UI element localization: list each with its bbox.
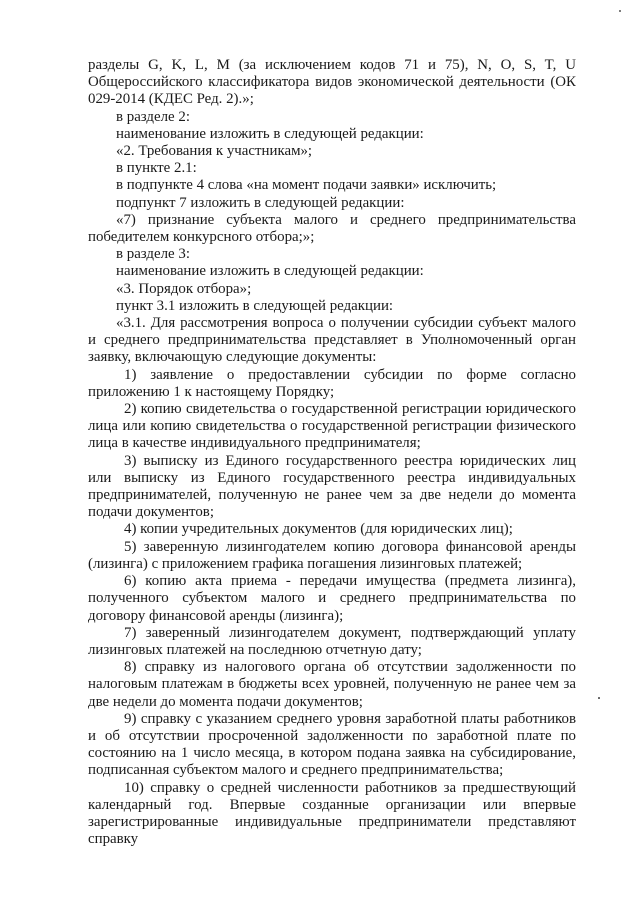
list-item-6: 6) копию акта приема - передачи имущества (предмета лизинга), полученного субъектом малого и среднего предпринимательства по договору финансовой аренды (лизинга); bbox=[88, 573, 576, 624]
document-page bbox=[88, 57, 576, 848]
paragraph-section-3: в разделе 3: bbox=[116, 246, 190, 263]
paragraph-clause-3-1-edit: пункт 3.1 изложить в следующей редакции: bbox=[116, 297, 394, 314]
list-item-5: 5) заверенную лизингодателем копию договора финансовой аренды (лизинга) с приложением графика погашения лизинговых платежей; bbox=[88, 538, 576, 572]
scan-speck bbox=[598, 697, 600, 699]
paragraph-subclause-7-text: «7) признание субъекта малого и среднего предпринимательства победителем конкурсного отбора;»; bbox=[88, 211, 576, 246]
paragraph-section-2: в разделе 2: bbox=[116, 108, 190, 125]
paragraph-subclause-4: в подпункте 4 слова «на момент подачи заявки» исключить; bbox=[116, 177, 497, 194]
paragraph-title-edit-3: наименование изложить в следующей редакции: bbox=[116, 263, 424, 280]
paragraph-subclause-7-edit: подпункт 7 изложить в следующей редакции: bbox=[116, 194, 405, 211]
paragraph-clause-2-1: в пункте 2.1: bbox=[116, 160, 197, 177]
list-item-7: 7) заверенный лизингодателем документ, подтверждающий уплату лизинговых платежей на последнюю отчетную дату; bbox=[88, 624, 576, 658]
paragraph-okved-sections: разделы G, K, L, M (за исключением кодов 71 и 75), N, O, S, T, U Общероссийского классификатора видов экономической деятельности (ОК 029-2014 (КДЕС Ред. 2).»; bbox=[88, 57, 576, 108]
paragraph-clause-3-1-text: «3.1. Для рассмотрения вопроса о получении субсидии субъект малого и среднего предпринимательства представляет в Уполномоченный орган заявку, включающую следующие документы: bbox=[88, 315, 576, 366]
list-item-10: 10) справку о средней численности работников за предшествующий календарный год. Впервые созданные организации или впервые зарегистрированные индивидуальные предприниматели представляют справку bbox=[88, 779, 576, 848]
list-item-1: 1) заявление о предоставлении субсидии по форме согласно приложению 1 к настоящему Порядку; bbox=[88, 366, 576, 400]
scan-speck bbox=[619, 10, 621, 12]
paragraph-requirements-title: «2. Требования к участникам»; bbox=[116, 143, 313, 160]
list-item-9: 9) справку с указанием среднего уровня заработной платы работников и об отсутствии просроченной задолженности по заработной плате по состоянию на 1 число месяца, в котором подана заявка на субсидирование, подписанная субъектом малого и среднего предпринимательства; bbox=[88, 710, 576, 779]
paragraph-selection-title: «3. Порядок отбора»; bbox=[116, 280, 252, 297]
list-item-8: 8) справку из налогового органа об отсутствии задолженности по налоговым платежам в бюджеты всех уровней, полученную не ранее чем за две недели до момента подачи документов; bbox=[88, 659, 576, 710]
list-item-2: 2) копию свидетельства о государственной регистрации юридического лица или копию свидетельства о государственной регистрации физического лица в качестве индивидуального предпринимателя; bbox=[88, 401, 576, 452]
list-item-3: 3) выписку из Единого государственного реестра юридических лиц или выписку из Единого государственного реестра индивидуальных предпринимателей, полученную не ранее чем за две недели до момента подачи документов; bbox=[88, 452, 576, 521]
paragraph-title-edit-2: наименование изложить в следующей редакции: bbox=[116, 125, 424, 142]
list-item-4: 4) копии учредительных документов (для юридических лиц); bbox=[124, 521, 513, 538]
